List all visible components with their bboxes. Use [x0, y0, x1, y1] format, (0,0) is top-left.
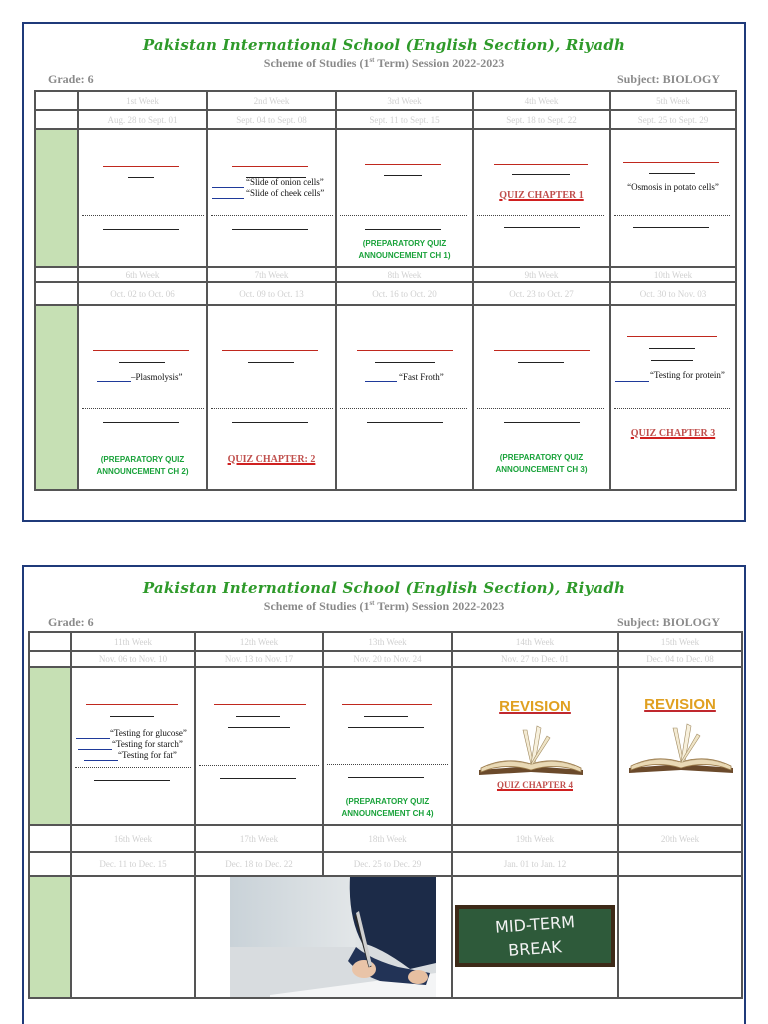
week-cell-6 [78, 305, 207, 490]
scheme-title: Scheme of Studies (1st Term) Session 2022-2023 [263, 599, 505, 613]
week-header: 2nd Week [207, 91, 336, 110]
revision-label: REVISION [499, 698, 571, 715]
corner-cell [35, 91, 78, 110]
activity-text: “Testing for protein” [650, 370, 725, 380]
subject-label: Subject: BIOLOGY [616, 615, 720, 629]
corner-cell [35, 282, 78, 305]
week-cell-8 [336, 305, 473, 490]
date-range: Sept. 04 to Sept. 08 [207, 110, 336, 129]
week-cell-9 [473, 305, 610, 490]
week-cell-12 [195, 667, 323, 825]
week-cell-3 [336, 129, 473, 267]
week-cell-1 [78, 129, 207, 267]
mid-term-break-board [455, 905, 615, 967]
date-range: Aug. 28 to Sept. 01 [78, 110, 207, 129]
corner-cell [29, 825, 71, 852]
scheme-title: Scheme of Studies (1st Term) Session 2022-2023 [263, 56, 505, 70]
date-range: Dec. 18 to Dec. 22 [195, 852, 323, 876]
week-header: 10th Week [610, 267, 736, 282]
preparatory-quiz-note: (PREPARATORY QUIZ ANNOUNCEMENT CH 3) [495, 453, 588, 474]
week-cell-15 [618, 667, 742, 825]
open-book-icon [625, 718, 737, 776]
week-header: 20th Week [618, 825, 742, 852]
activity-text: “Slide of cheek cells” [246, 188, 325, 198]
date-range: Oct. 23 to Oct. 27 [473, 282, 610, 305]
week-cell-20 [618, 876, 742, 998]
date-range: Jan. 01 to Jan. 12 [452, 852, 618, 876]
corner-cell [29, 852, 71, 876]
activity-text: “Osmosis in potato cells” [627, 182, 719, 192]
week-header: 7th Week [207, 267, 336, 282]
date-range: Oct. 16 to Oct. 20 [336, 282, 473, 305]
week-cell-18 [323, 876, 452, 998]
week-cell-2 [207, 129, 336, 267]
week-header: 15th Week [618, 632, 742, 651]
activity-text: “Testing for starch” [112, 739, 183, 749]
week-cell-19 [452, 876, 618, 998]
schedule-table-2 [28, 631, 743, 999]
week-header: 3rd Week [336, 91, 473, 110]
date-range: Dec. 25 to Dec. 29 [323, 852, 452, 876]
subject-label: Subject: BIOLOGY [616, 72, 720, 86]
week-header: 11th Week [71, 632, 195, 651]
week-header: 18th Week [323, 825, 452, 852]
date-range: Dec. 04 to Dec. 08 [618, 651, 742, 667]
activity-text: “Testing for glucose” [110, 728, 187, 738]
revision-label: REVISION [644, 696, 716, 713]
grade-label: Grade: 6 [48, 72, 94, 86]
activity-text: “Testing for fat” [118, 750, 177, 760]
week-cell-7 [207, 305, 336, 490]
date-range: Oct. 30 to Nov. 03 [610, 282, 736, 305]
activity-text: “Slide of onion cells” [246, 177, 324, 187]
row-side-green [29, 667, 71, 825]
week-header: 9th Week [473, 267, 610, 282]
week-header: 5th Week [610, 91, 736, 110]
week-header: 13th Week [323, 632, 452, 651]
week-header: 14th Week [452, 632, 618, 651]
week-cell-10 [610, 305, 736, 490]
preparatory-quiz-note: (PREPARATORY QUIZ ANNOUNCEMENT CH 2) [96, 455, 189, 476]
week-header: 17th Week [195, 825, 323, 852]
date-range: Sept. 18 to Sept. 22 [473, 110, 610, 129]
week-cell-17 [195, 876, 323, 998]
row-side-green [35, 305, 78, 490]
week-cell-4 [473, 129, 610, 267]
week-cell-5 [610, 129, 736, 267]
date-range [618, 852, 742, 876]
date-range: Oct. 09 to Oct. 13 [207, 282, 336, 305]
week-header: 6th Week [78, 267, 207, 282]
activity-text: “Fast Froth” [399, 372, 444, 382]
school-name: Pakistan International School (English Section), Riyadh [142, 36, 626, 54]
mid-term-text: MID-TERM [494, 912, 576, 937]
corner-cell [35, 110, 78, 129]
schedule-page-2 [22, 565, 746, 1024]
date-range: Nov. 27 to Dec. 01 [452, 651, 618, 667]
quiz-chapter-label: QUIZ CHAPTER: 2 [227, 454, 316, 465]
schedule-page-1 [22, 22, 746, 522]
activity-text: –Plasmolysis” [131, 372, 183, 382]
week-cell-13 [323, 667, 452, 825]
week-header: 1st Week [78, 91, 207, 110]
week-cell-14 [452, 667, 618, 825]
week-header: 16th Week [71, 825, 195, 852]
date-range: Nov. 20 to Nov. 24 [323, 651, 452, 667]
quiz-chapter-label: QUIZ CHAPTER 3 [630, 428, 716, 439]
preparatory-quiz-note: (PREPARATORY QUIZ ANNOUNCEMENT CH 1) [358, 239, 451, 260]
date-range: Nov. 13 to Nov. 17 [195, 651, 323, 667]
open-book-icon [475, 720, 587, 778]
school-name: Pakistan International School (English Section), Riyadh [142, 579, 626, 597]
week-cell-11 [71, 667, 195, 825]
schedule-table-1 [34, 90, 737, 491]
week-header: 19th Week [452, 825, 618, 852]
preparatory-quiz-note: (PREPARATORY QUIZ ANNOUNCEMENT CH 4) [341, 797, 434, 818]
date-range: Sept. 11 to Sept. 15 [336, 110, 473, 129]
corner-cell [29, 632, 71, 651]
grade-label: Grade: 6 [48, 615, 94, 629]
week-header: 8th Week [336, 267, 473, 282]
date-range: Nov. 06 to Nov. 10 [71, 651, 195, 667]
row-side-green [35, 129, 78, 267]
date-range: Oct. 02 to Oct. 06 [78, 282, 207, 305]
quiz-chapter-label: QUIZ CHAPTER 1 [499, 190, 584, 201]
row-side-green [29, 876, 71, 998]
date-range: Sept. 25 to Sept. 29 [610, 110, 736, 129]
quiz-chapter-label: QUIZ CHAPTER 4 [496, 780, 573, 790]
break-text: BREAK [507, 937, 563, 960]
date-range: Dec. 11 to Dec. 15 [71, 852, 195, 876]
corner-cell [35, 267, 78, 282]
week-header: 12th Week [195, 632, 323, 651]
week-cell-16 [71, 876, 195, 998]
week-header: 4th Week [473, 91, 610, 110]
corner-cell [29, 651, 71, 667]
